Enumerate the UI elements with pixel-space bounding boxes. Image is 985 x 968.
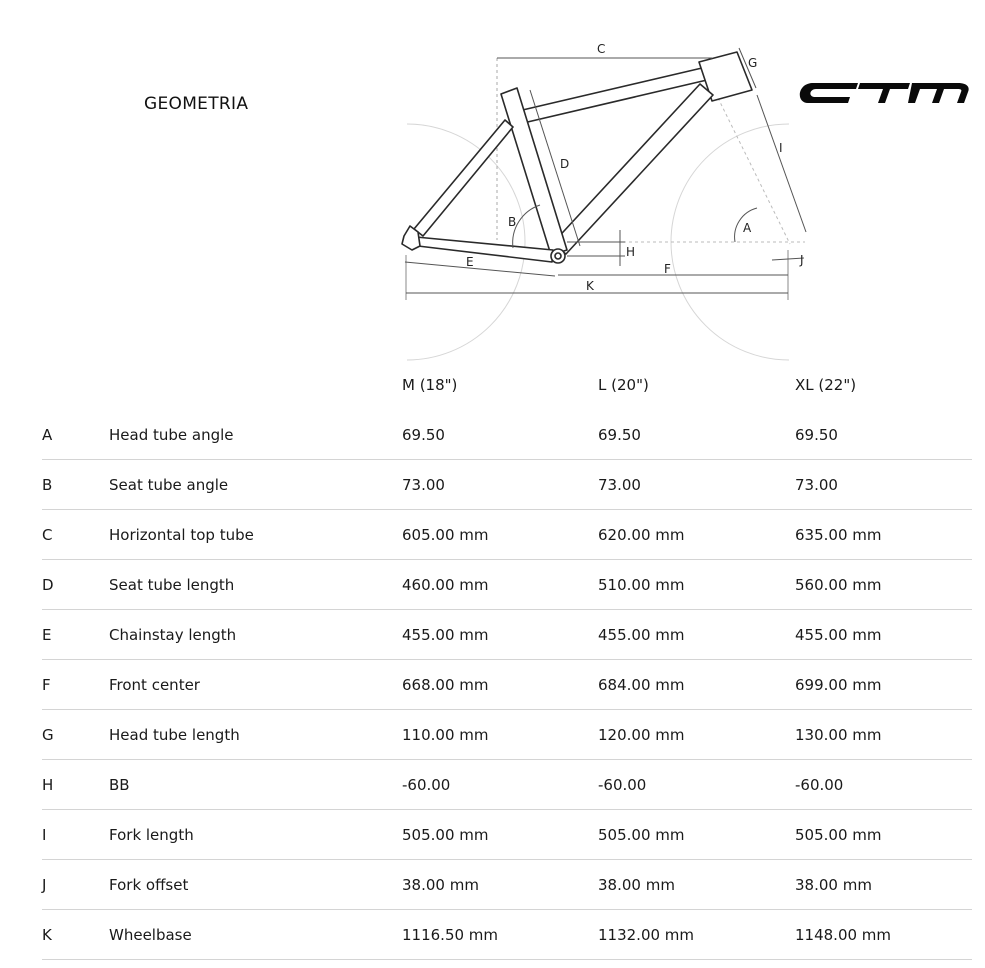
value-l: 620.00 mm bbox=[598, 510, 795, 560]
frame-geometry-diagram bbox=[395, 40, 815, 370]
label-a: A bbox=[743, 221, 752, 235]
value-l: 69.50 bbox=[598, 410, 795, 460]
column-header-l: L (20") bbox=[598, 376, 649, 394]
value-xl: 130.00 mm bbox=[795, 710, 972, 760]
row-letter: G bbox=[42, 710, 109, 760]
label-e: E bbox=[466, 255, 474, 269]
value-xl: 635.00 mm bbox=[795, 510, 972, 560]
value-xl: 1148.00 mm bbox=[795, 910, 972, 960]
label-c: C bbox=[597, 42, 606, 56]
value-xl: 455.00 mm bbox=[795, 610, 972, 660]
table-row bbox=[42, 510, 972, 560]
table-row bbox=[42, 460, 972, 510]
row-name: Wheelbase bbox=[109, 910, 402, 960]
value-xl: 38.00 mm bbox=[795, 860, 972, 910]
value-m: 455.00 mm bbox=[402, 610, 598, 660]
value-m: 460.00 mm bbox=[402, 560, 598, 610]
value-l: 120.00 mm bbox=[598, 710, 795, 760]
table-row bbox=[42, 560, 972, 610]
table-row bbox=[42, 860, 972, 910]
value-m: -60.00 bbox=[402, 760, 598, 810]
geometry-table bbox=[42, 410, 972, 960]
table-row bbox=[42, 660, 972, 710]
row-name: BB bbox=[109, 760, 402, 810]
value-xl: -60.00 bbox=[795, 760, 972, 810]
value-l: 455.00 mm bbox=[598, 610, 795, 660]
value-l: 684.00 mm bbox=[598, 660, 795, 710]
value-l: 73.00 bbox=[598, 460, 795, 510]
value-l: 505.00 mm bbox=[598, 810, 795, 860]
value-l: 38.00 mm bbox=[598, 860, 795, 910]
row-name: Chainstay length bbox=[109, 610, 402, 660]
label-g: G bbox=[748, 56, 758, 70]
row-letter: D bbox=[42, 560, 109, 610]
table-row bbox=[42, 910, 972, 960]
row-name: Front center bbox=[109, 660, 402, 710]
table-row bbox=[42, 610, 972, 660]
value-m: 73.00 bbox=[402, 460, 598, 510]
label-d: D bbox=[560, 157, 570, 171]
value-xl: 505.00 mm bbox=[795, 810, 972, 860]
seat-stay bbox=[414, 120, 513, 236]
row-name: Seat tube angle bbox=[109, 460, 402, 510]
row-letter: B bbox=[42, 460, 109, 510]
table-row bbox=[42, 760, 972, 810]
value-m: 605.00 mm bbox=[402, 510, 598, 560]
table-row bbox=[42, 410, 972, 460]
label-k: K bbox=[586, 279, 594, 293]
row-letter: K bbox=[42, 910, 109, 960]
value-m: 69.50 bbox=[402, 410, 598, 460]
value-l: 1132.00 mm bbox=[598, 910, 795, 960]
row-letter: H bbox=[42, 760, 109, 810]
brand-logo bbox=[798, 80, 970, 106]
row-name: Head tube angle bbox=[109, 410, 402, 460]
value-m: 505.00 mm bbox=[402, 810, 598, 860]
value-m: 110.00 mm bbox=[402, 710, 598, 760]
row-letter: I bbox=[42, 810, 109, 860]
row-letter: J bbox=[42, 860, 109, 910]
row-name: Head tube length bbox=[109, 710, 402, 760]
value-xl: 69.50 bbox=[795, 410, 972, 460]
row-letter: C bbox=[42, 510, 109, 560]
value-m: 38.00 mm bbox=[402, 860, 598, 910]
row-letter: A bbox=[42, 410, 109, 460]
value-xl: 699.00 mm bbox=[795, 660, 972, 710]
label-f: F bbox=[664, 262, 671, 276]
row-name: Seat tube length bbox=[109, 560, 402, 610]
label-i: I bbox=[779, 141, 783, 155]
label-b: B bbox=[508, 215, 517, 229]
row-name: Horizontal top tube bbox=[109, 510, 402, 560]
value-xl: 560.00 mm bbox=[795, 560, 972, 610]
label-h: H bbox=[626, 245, 636, 259]
column-header-xl: XL (22") bbox=[795, 376, 857, 394]
chain-stay bbox=[416, 237, 553, 262]
value-l: -60.00 bbox=[598, 760, 795, 810]
table-row bbox=[42, 810, 972, 860]
page-title: GEOMETRIA bbox=[144, 94, 249, 114]
table-row bbox=[42, 710, 972, 760]
label-j: J bbox=[800, 253, 804, 267]
column-header-m: M (18") bbox=[402, 376, 458, 394]
row-letter: F bbox=[42, 660, 109, 710]
value-xl: 73.00 bbox=[795, 460, 972, 510]
row-name: Fork offset bbox=[109, 860, 402, 910]
row-letter: E bbox=[42, 610, 109, 660]
row-name: Fork length bbox=[109, 810, 402, 860]
value-m: 1116.50 mm bbox=[402, 910, 598, 960]
value-l: 510.00 mm bbox=[598, 560, 795, 610]
value-m: 668.00 mm bbox=[402, 660, 598, 710]
